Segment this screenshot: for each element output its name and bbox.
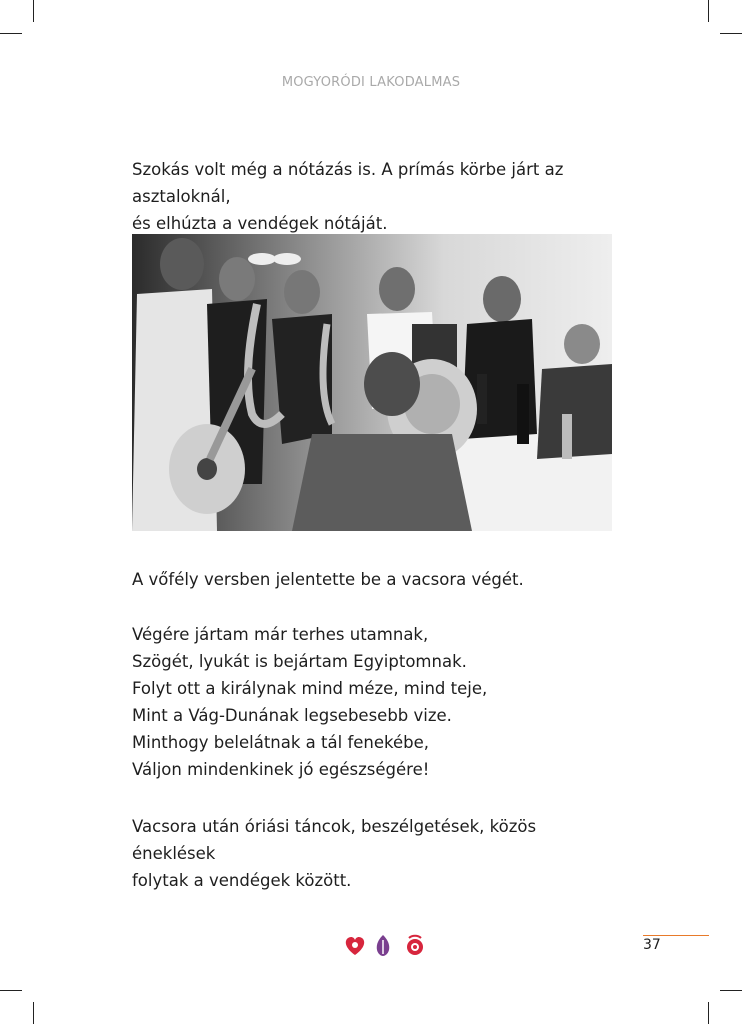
crop-mark xyxy=(708,0,709,22)
text-line: Szokás volt még a nótázás is. A prímás körbe járt az asztaloknál, xyxy=(132,160,564,206)
poem xyxy=(132,621,622,783)
poem-line: Váljon mindenkinek jó egészségére! xyxy=(132,760,430,779)
text-line: Vacsora után óriási táncok, beszélgetések, közös éneklések xyxy=(132,817,537,863)
crop-mark xyxy=(33,1002,34,1024)
footer-rule xyxy=(643,935,709,936)
wedding-musicians-photo xyxy=(132,234,612,531)
crop-mark xyxy=(0,33,22,34)
page-number: 37 xyxy=(643,937,661,953)
heart-emblem-icon xyxy=(346,937,364,955)
text-line: és elhúzta a vendégek nótáját. xyxy=(132,214,388,233)
poem-line: Minthogy belelátnak a tál fenekébe, xyxy=(132,733,429,752)
tulip-emblem-icon xyxy=(377,935,390,956)
crop-mark xyxy=(720,990,742,991)
poem-line: Folyt ott a királynak mind méze, mind teje, xyxy=(132,679,488,698)
crop-mark xyxy=(33,0,34,22)
text-line: A vőfély versben jelentette be a vacsora végét. xyxy=(132,570,524,589)
poem-line: Végére jártam már terhes utamnak, xyxy=(132,625,429,644)
poem-line: Mint a Vág-Dunának legsebesebb vize. xyxy=(132,706,452,725)
crop-mark xyxy=(0,990,22,991)
poem-line: Szögét, lyukát is bejártam Egyiptomnak. xyxy=(132,652,467,671)
running-title: MOGYORÓDI LAKODALMAS xyxy=(281,75,461,90)
crop-mark xyxy=(708,1002,709,1024)
closing-paragraph xyxy=(132,813,622,894)
crop-mark xyxy=(720,33,742,34)
announcement-paragraph xyxy=(132,566,622,593)
folk-emblems xyxy=(343,932,431,958)
text-line: folytak a vendégek között. xyxy=(132,871,352,890)
flower-emblem-icon xyxy=(407,936,423,955)
intro-paragraph xyxy=(132,156,622,237)
